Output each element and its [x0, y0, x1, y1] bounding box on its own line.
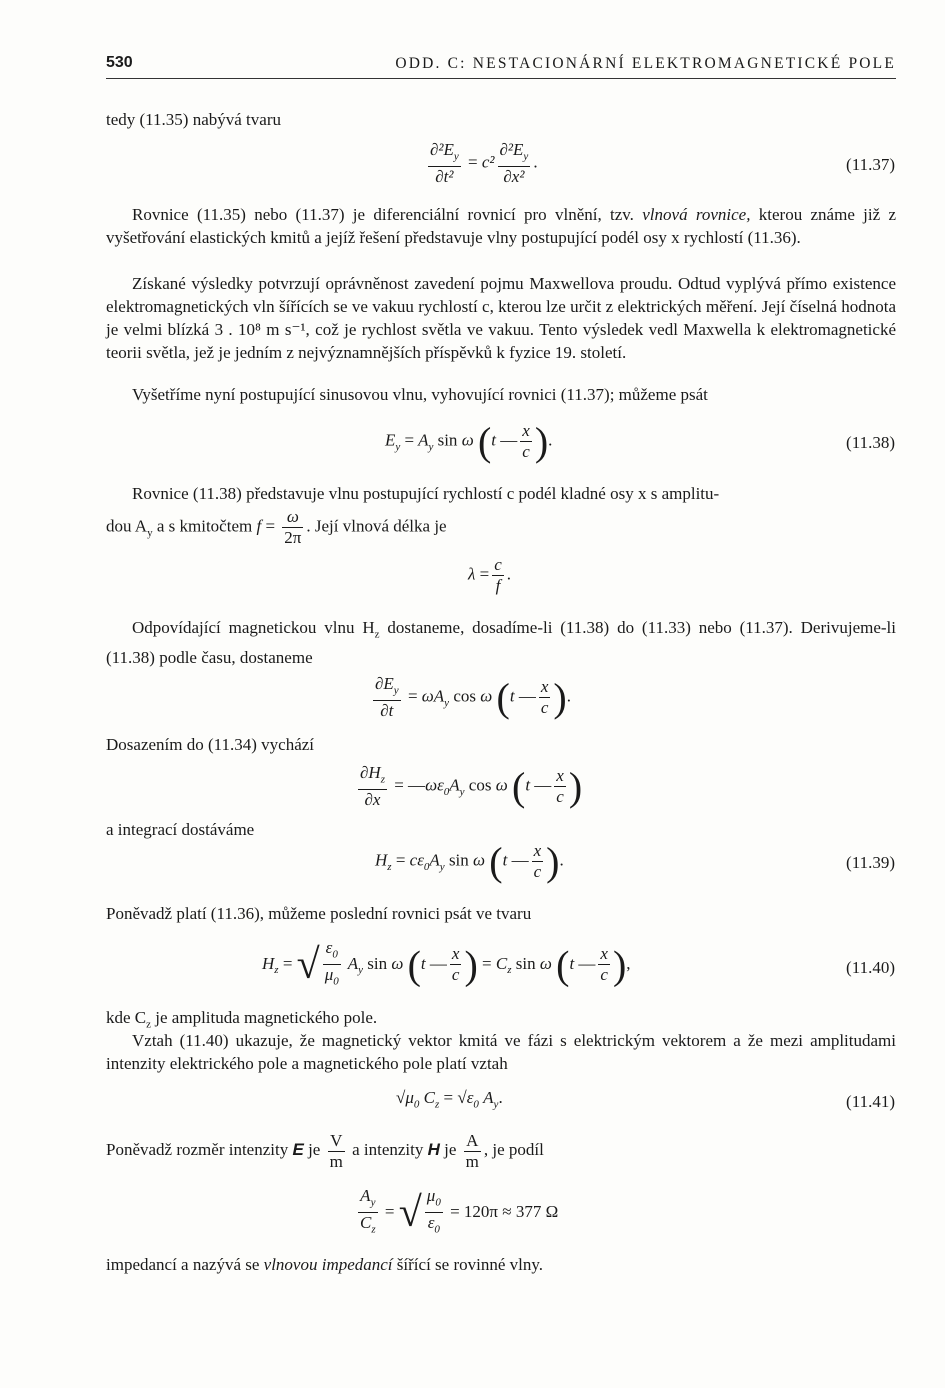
paragraph: Rovnice (11.35) nebo (11.37) je diferenciální rovnicí pro vlnění, tzv. vlnová rovnice, kterou známe již z vyšetřování elastických kmitů a jejíž řešení představuje vlny postupující podél osy x rychlostí (11.36).: [106, 205, 897, 247]
equation-wavelength: λ = $\frac{c}{f}$ .: [468, 555, 512, 595]
page-number: 530: [106, 54, 133, 71]
equation-number: (11.38): [846, 433, 895, 452]
equation-number: (11.41): [846, 1092, 895, 1111]
paragraph: a integrací dostáváme: [106, 820, 255, 839]
equation-11-40: $H_z$ = √ $\frac{\varepsilon_0}{\mu_0}$ $A_y$ sin ω (t — $\frac{x}{c}$ ) = $C_z$ sin ω (t — $\frac{x}{c}$ ),: [262, 938, 631, 988]
paragraph: kde $C_z$ je amplituda magnetického pole.: [106, 1008, 378, 1031]
equation-11-41: $√\mu_0$ $C_z = √\varepsilon_0$ $A_y$.: [396, 1088, 503, 1111]
paragraph: Dosazením do (11.34) vychází: [106, 735, 315, 754]
paragraph: Rovnice (11.38) představuje vlnu postupující rychlostí c podél kladné osy x s amplitu-: [132, 484, 720, 503]
paragraph: tedy (11.35) nabývá tvaru: [106, 110, 281, 129]
equation-impedance: $\frac{A_y}{C_z}$ = √ $\frac{\mu_0}{\varepsilon_0}$ = 120π ≈ 377 Ω: [360, 1186, 559, 1236]
paragraph: dou $A_y$ a s kmitočtem f = $\frac{\omega}{2\pi}$ . Její vlnová délka je: [106, 507, 447, 547]
paragraph: Získané výsledky potvrzují oprávněnost zavedení pojmu Maxwellova proudu. Odtud vyplývá přímo existence elektromagnetických vln šířících se ve vakuu rychlostí c, kterou lze určit z elektrických měření. Její číselná hodnota je velmi blízká 3 . 10⁸ m s⁻¹, což je rychlost světla ve vakuu. Tento výsledek vedl Maxwella k elektromagnetické teorii světla, jež je jedním z nejvýznamnějších příspěvků k fyzice 19. století.: [106, 274, 896, 362]
paragraph: Poněvadž rozměr intenzity E je $\frac{V}{m}$ a intenzity H je $\frac{A}{m}$ , je podíl: [106, 1130, 544, 1171]
equation-substitution: $\frac{\partial H_z}{\partial x}$ = $—\omega\varepsilon_0A_y$ cos ω (t — $\frac{x}{c}$ ): [360, 763, 583, 810]
paragraph: impedancí a nazývá se vlnovou impedancí šířící se rovinné vlny.: [106, 1255, 543, 1274]
running-head: ODD. C: NESTACIONÁRNÍ ELEKTROMAGNETICKÉ POLE: [395, 55, 896, 72]
equation-11-39: $H_z = c\varepsilon_0A_y$ sin ω (t — $\frac{x}{c}$ ).: [375, 839, 564, 884]
equation-number: (11.39): [846, 853, 895, 872]
equation-number: (11.40): [846, 958, 895, 977]
page-header: [106, 52, 896, 79]
paragraph: Vztah (11.40) ukazuje, že magnetický vektor kmitá ve fázi s elektrickým vektorem a že mezi amplitudami intenzity elektrického pole a magnetického pole platí vztah: [106, 1031, 896, 1073]
equation-11-37: $\frac{\partial^2E_y}{\text{∂t²}}$ = c² $\frac{\partial^2E_y}{\text{∂x²}}$ .: [430, 140, 538, 187]
paragraph: Vyšetříme nyní postupující sinusovou vlnu, vyhovující rovnici (11.37); můžeme psát: [132, 385, 708, 404]
equation-derivative: $\frac{\partial E_y}{\partial t}$ = $\omega A_y$ cos ω (t — $\frac{x}{c}$ ).: [375, 674, 571, 721]
paragraph: Poněvadž platí (11.36), můžeme poslední rovnici psát ve tvaru: [106, 904, 532, 923]
equation-11-38: $E_y = A_y$ sin ω (t — $\frac{x}{c}$ ).: [385, 419, 553, 464]
equation-number: (11.37): [846, 155, 895, 174]
paragraph: Odpovídající magnetickou vlnu $H_z$ dostaneme, dosadíme-li (11.38) do (11.33) nebo (11.37). Derivujeme-li (11.38) podle času, dostaneme: [106, 618, 896, 668]
